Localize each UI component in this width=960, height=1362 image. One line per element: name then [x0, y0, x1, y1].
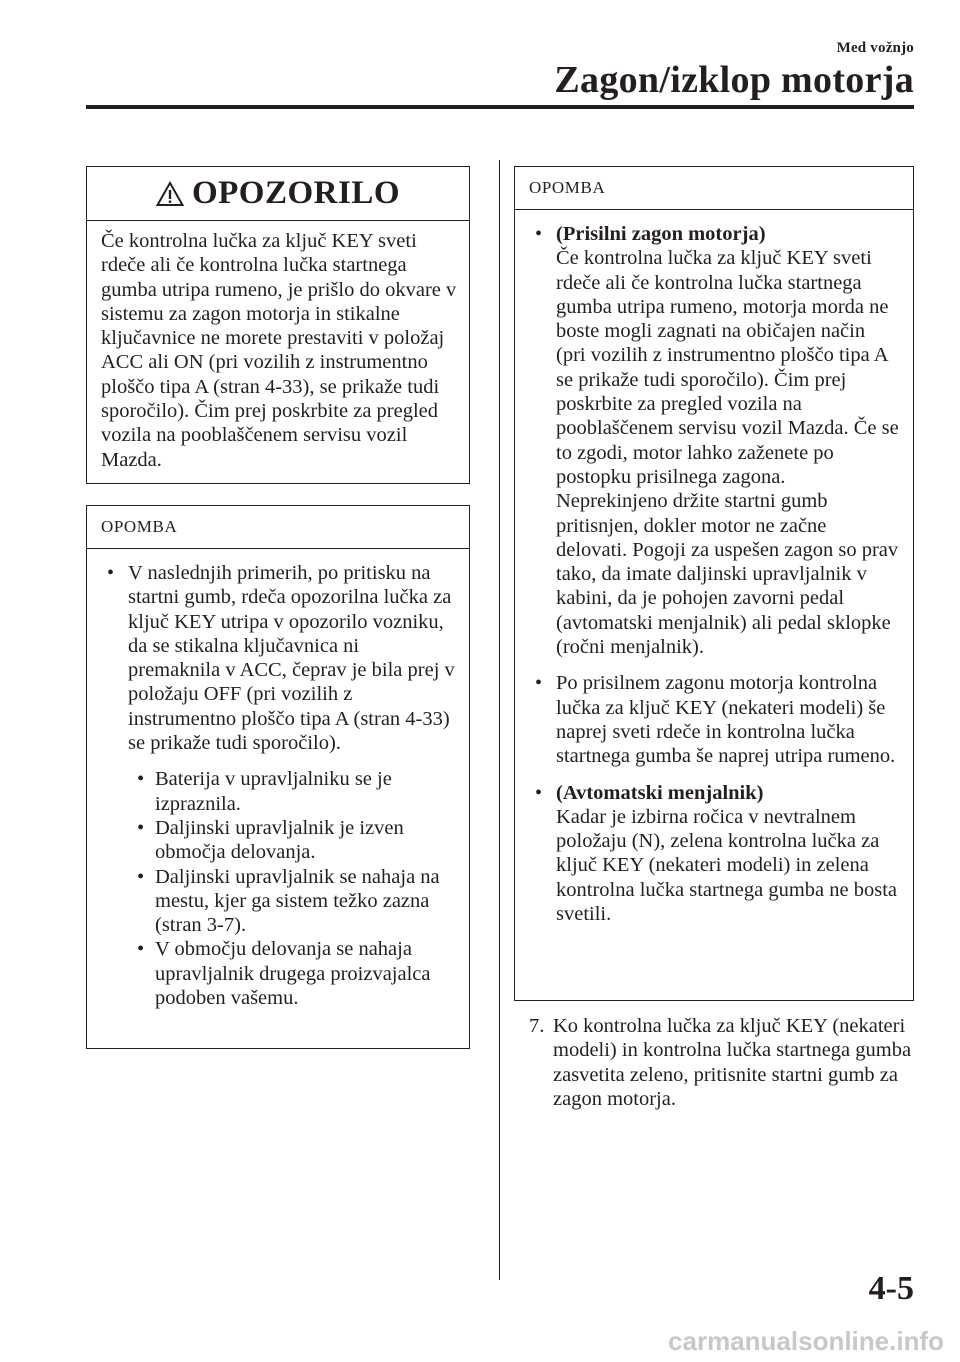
note-2-item: [529, 671, 899, 768]
warning-text: Če kontrolna lučka za ključ KEY sveti rdeče ali če kontrolna lučka startnega gumba utripa rumeno, je prišlo do okvare v sistemu za zagon motorja in stikalne ključavnice ne morete prestaviti v položaj ACC ali ON (pri vozilih z instrumentno ploščo tipa A (stran 4-33), se prikaže tudi sporočilo). Čim prej poskrbite za pregled vozila na pooblaščenem servisu vozil Mazda.: [101, 230, 457, 471]
step-7: [529, 1014, 929, 1111]
header-rule: [86, 105, 914, 109]
bullet-icon: •: [137, 816, 145, 839]
note-1-item-text: V naslednjih primerih, po pritisku na startni gumb, rdeča opozorilna lučka za ključ KEY utripa v opozorilo vozniku, da se stikalna ključavnica ni premaknila v ACC, čeprav je bila prej v položaju OFF (pri vozilih z instrumentno ploščo tipa A (stran 4-33) se prikaže tudi sporočilo).: [128, 562, 455, 755]
bullet-icon: •: [535, 223, 543, 245]
note-2-item-text: Po prisilnem zagonu motorja kontrolna lučka za ključ KEY (nekateri modeli) še naprej sveti rdeče in kontrolna lučka startnega gumba še naprej utripa rumeno.: [556, 672, 896, 768]
page-title: Zagon/izklop motorja: [554, 59, 914, 101]
note-1-title: OPOMBA: [87, 506, 469, 549]
note-box-2: [514, 166, 914, 1001]
bullet-icon: •: [137, 865, 145, 888]
note-box-1: [86, 505, 470, 1049]
sub-list-item: • Baterija v upravljalniku se je izpraznila.: [137, 768, 392, 815]
sub-list-item: • V območju delovanja se nahaja upravljalnik drugega proizvajalca podoben vašemu.: [137, 938, 431, 1010]
bullet-icon: •: [107, 562, 115, 584]
watermark: carmanualsonline.info: [668, 1326, 944, 1356]
warning-title: OPOZORILO: [191, 175, 401, 211]
column-divider: [499, 160, 500, 1280]
bullet-icon: •: [137, 938, 145, 961]
warning-header: [87, 167, 469, 221]
note-2-item-text: Če kontrolna lučka za ključ KEY sveti rdeče ali če kontrolna lučka startnega gumba utripa rumeno, motorja morda ne boste mogli zagnati na običajen način (pri vozilih z instrumentno ploščo tipa A se prikaže tudi sporočilo). Čim prej poskrbite za pregled vozila na pooblaščenem servisu vozil Mazda. Če se to zgodi, motor lahko zaženete po postopku prisilnega zagona. Neprekinjeno držite startni gumb pritisnjen, dokler motor ne začne delovati. Pogoji za uspešen zagon so prav tako, da imate daljinski upravljalnik v kabini, da je pohojen zavorni pedal (avtomatski menjalnik) ali pedal sklopke (ročni menjalnik).: [556, 247, 899, 659]
step-number: 7.: [529, 1015, 545, 1037]
bullet-icon: •: [137, 768, 145, 791]
bullet-icon: •: [535, 781, 543, 804]
note-2-item-heading: (Prisilni zagon motorja): [556, 223, 766, 245]
page-number: 4-5: [868, 1270, 914, 1307]
sub-list-item: • Daljinski upravljalnik se nahaja na mestu, kjer ga sistem težko zazna (stran 3-7).: [137, 865, 440, 937]
note-2-title: OPOMBA: [515, 167, 913, 210]
step-text: Ko kontrolna lučka za ključ KEY (nekateri modeli) in kontrolna lučka startnega gumba zasvetita zeleno, pritisnite startni gumb za zagon motorja.: [553, 1015, 912, 1110]
section-label: Med vožnjo: [836, 40, 914, 56]
note-1-item: [101, 561, 455, 1010]
note-2-item-text: Kadar je izbirna ročica v nevtralnem položaju (N), zelena kontrolna lučka za ključ KEY (nekateri modeli) in zelena kontrolna lučka startnega gumba ne bosta svetili.: [556, 805, 897, 926]
warning-triangle-icon: [156, 181, 184, 207]
bullet-icon: •: [535, 672, 543, 695]
note-2-item: [529, 222, 899, 659]
note-2-item: [529, 781, 899, 927]
warning-box: [86, 166, 470, 484]
sub-list-item: • Daljinski upravljalnik je izven območja delovanja.: [137, 816, 404, 864]
note-2-item-heading: (Avtomatski menjalnik): [556, 781, 764, 804]
